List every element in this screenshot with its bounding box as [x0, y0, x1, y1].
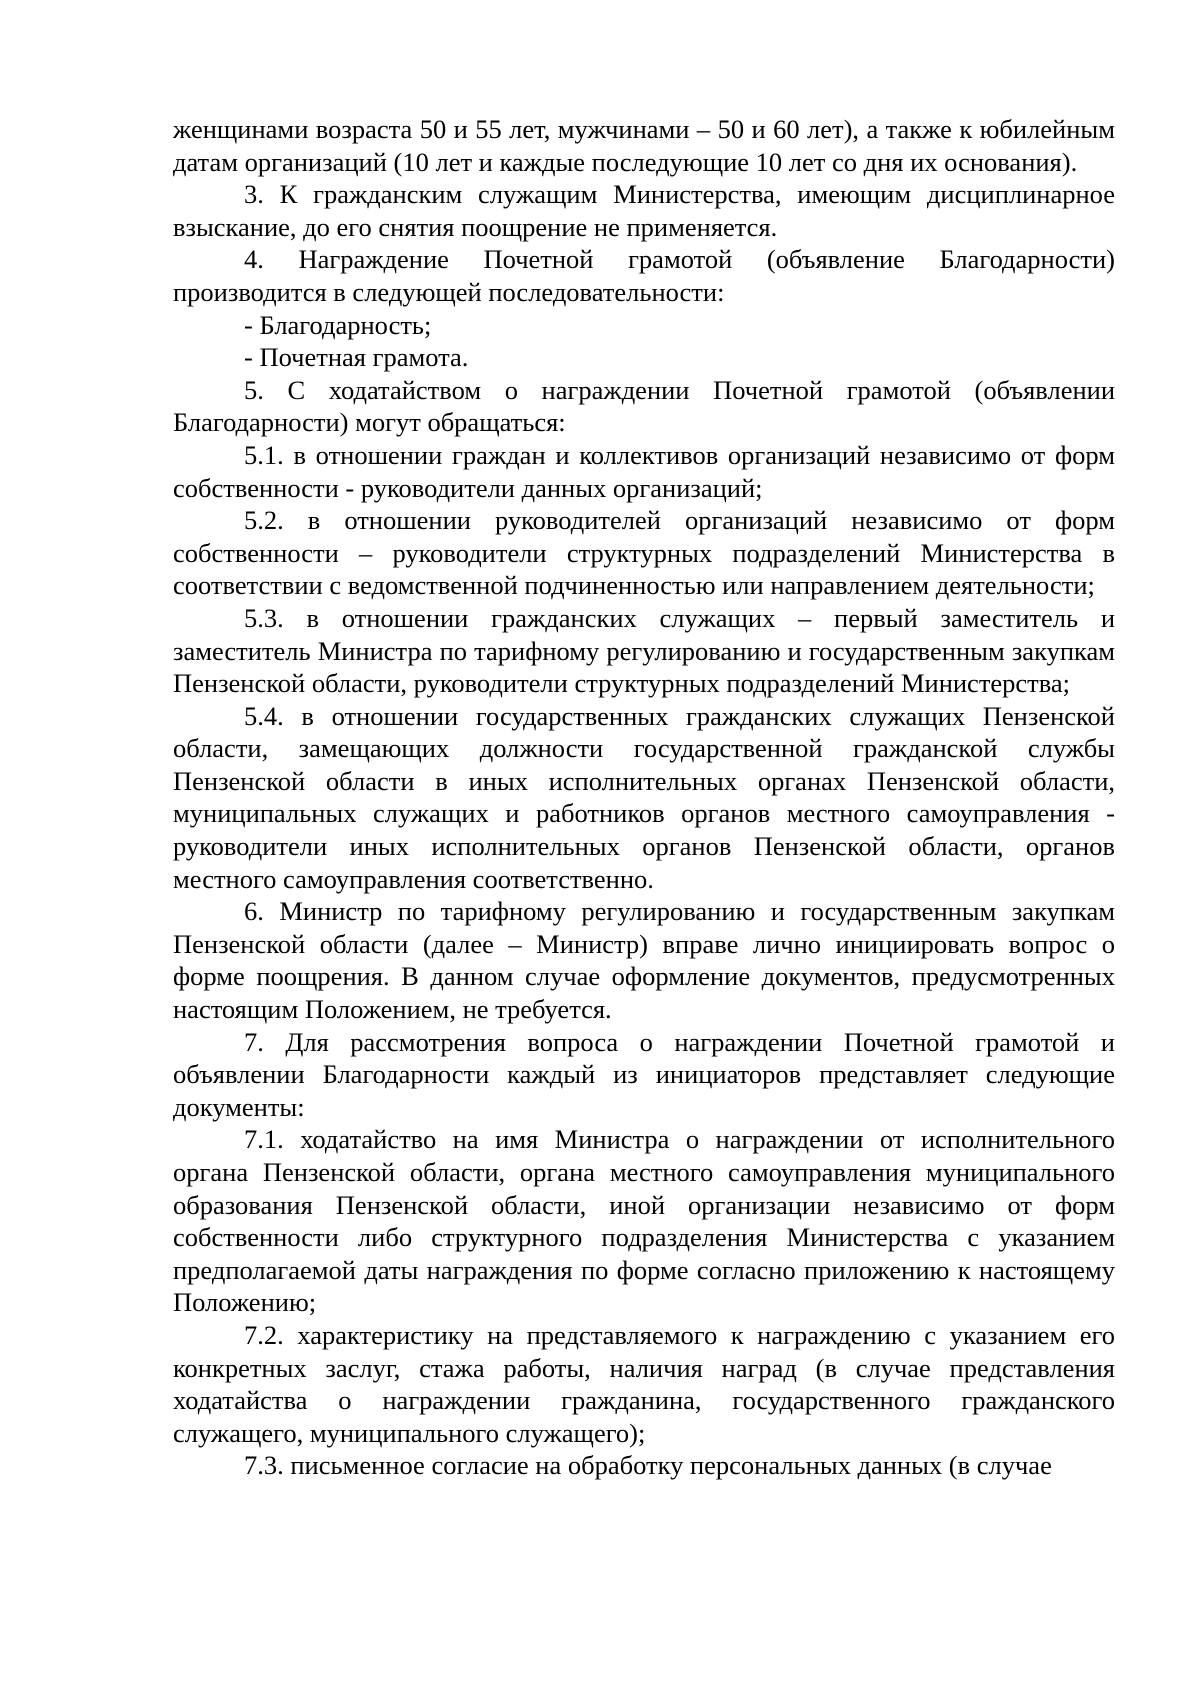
paragraph-item-5-3: 5.3. в отношении гражданских служащих – первый заместитель и заместитель Министра по тарифному регулированию и государственным закупкам Пензенской области, руководители структурных подразделений Министерства;: [173, 602, 1115, 699]
paragraph-item-7-2: 7.2. характеристику на представляемого к награждению с указанием его конкретных заслуг, стажа работы, наличия наград (в случае представления ходатайства о награждении гражданина, государственного гражданского служащего, муниципального служащего);: [173, 1319, 1115, 1448]
paragraph-continuation: женщинами возраста 50 и 55 лет, мужчинами – 50 и 60 лет), а также к юбилейным датам организаций (10 лет и каждые последующие 10 лет со дня их основания).: [173, 114, 1115, 177]
paragraph-item-7-3: 7.3. письменное согласие на обработку персональных данных (в случае: [244, 1450, 1052, 1481]
list-item-certificate: - Почетная грамота.: [244, 342, 469, 373]
list-item-gratitude: - Благодарность;: [244, 309, 432, 340]
paragraph-item-7-1: 7.1. ходатайство на имя Министра о награждении от исполнительного органа Пензенской области, органа местного самоуправления муниципального образования Пензенской области, иной организации независимо от форм собственности либо структурного подразделения Министерства с указанием предполагаемой даты награждения по форме согласно приложению к настоящему Положению;: [173, 1124, 1115, 1318]
paragraph-item-6: 6. Министр по тарифному регулированию и государственным закупкам Пензенской области (далее – Министр) вправе лично инициировать вопрос о форме поощрения. В данном случае оформление документов, предусмотренных настоящим Положением, не требуется.: [173, 896, 1115, 1025]
document-body: [173, 113, 1115, 1482]
paragraph-item-5: 5. С ходатайством о награждении Почетной грамотой (объявлении Благодарности) могут обращаться:: [173, 374, 1115, 438]
paragraph-item-3: 3. К гражданским служащим Министерства, имеющим дисциплинарное взыскание, до его снятия поощрение не применяется.: [173, 179, 1115, 242]
paragraph-item-5-4: 5.4. в отношении государственных гражданских служащих Пензенской области, замещающих должности государственной гражданской службы Пензенской области в иных исполнительных органах Пензенской области, муниципальных служащих и работников органов местного самоуправления - руководители иных исполнительных органов Пензенской области, органов местного самоуправления соответственно.: [173, 700, 1115, 894]
paragraph-item-5-1: 5.1. в отношении граждан и коллективов организаций независимо от форм собственности - руководители данных организаций;: [173, 439, 1115, 503]
paragraph-item-5-2: 5.2. в отношении руководителей организаций независимо от форм собственности – руководители структурных подразделений Министерства в соответствии с ведомственной подчиненностью или направлением деятельности;: [173, 505, 1115, 601]
paragraph-item-4: 4. Награждение Почетной грамотой (объявление Благодарности) производится в следующей последовательности:: [173, 244, 1115, 307]
paragraph-item-7: 7. Для рассмотрения вопроса о награждении Почетной грамотой и объявлении Благодарности каждый из инициаторов представляет следующие документы:: [173, 1026, 1115, 1122]
